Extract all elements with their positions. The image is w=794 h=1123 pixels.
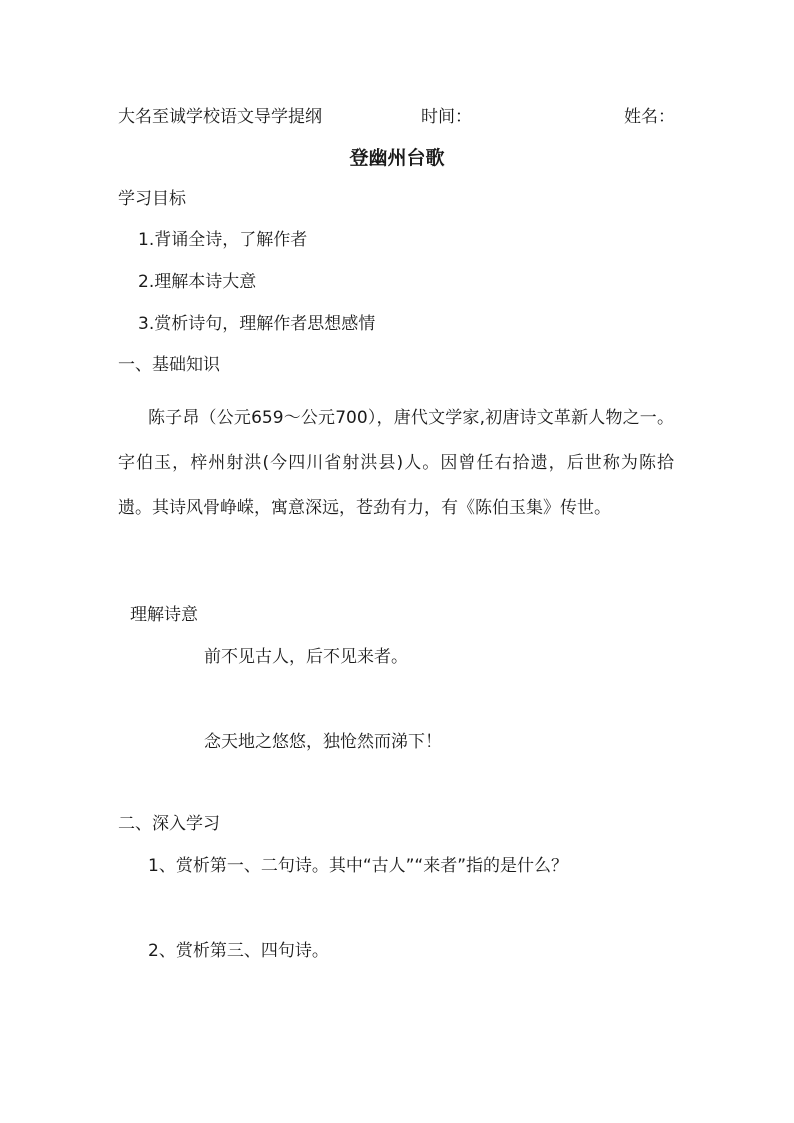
- school-header: 大名至诚学校语文导学提纲: [118, 107, 322, 127]
- question-2: 2、赏析第三、四句诗。: [148, 941, 329, 961]
- objectives-heading: 学习目标: [118, 189, 186, 209]
- objective-item-1: 1.背诵全诗，了解作者: [138, 230, 308, 250]
- objective-item-2: 2.理解本诗大意: [138, 272, 257, 292]
- objective-item-3: 3.赏析诗句，理解作者思想感情: [138, 314, 376, 334]
- name-label: 姓名：: [624, 107, 675, 127]
- poem-line-2: 念天地之悠悠，独怆然而涕下！: [204, 732, 442, 752]
- page-title: 登幽州台歌: [349, 147, 445, 169]
- time-label: 时间：: [421, 107, 472, 127]
- question-1: 1、赏析第一、二句诗。其中“古人”“来者”指的是什么？: [148, 856, 569, 876]
- section-basic-heading: 一、基础知识: [118, 355, 220, 375]
- poem-line-1: 前不见古人，后不见来者。: [204, 647, 408, 667]
- author-paragraph: 陈子昂（公元659～公元700），唐代文学家,初唐诗文革新人物之一。字伯玉，梓州射洪(今四川省射洪县)人。因曾任右拾遗，后世称为陈拾遗。其诗风骨峥嵘，寓意深远，苍劲有力，有《陈伯玉集》传世。: [118, 408, 674, 518]
- section-deep-heading: 二、深入学习: [118, 814, 220, 834]
- poem-heading: 理解诗意: [130, 605, 198, 625]
